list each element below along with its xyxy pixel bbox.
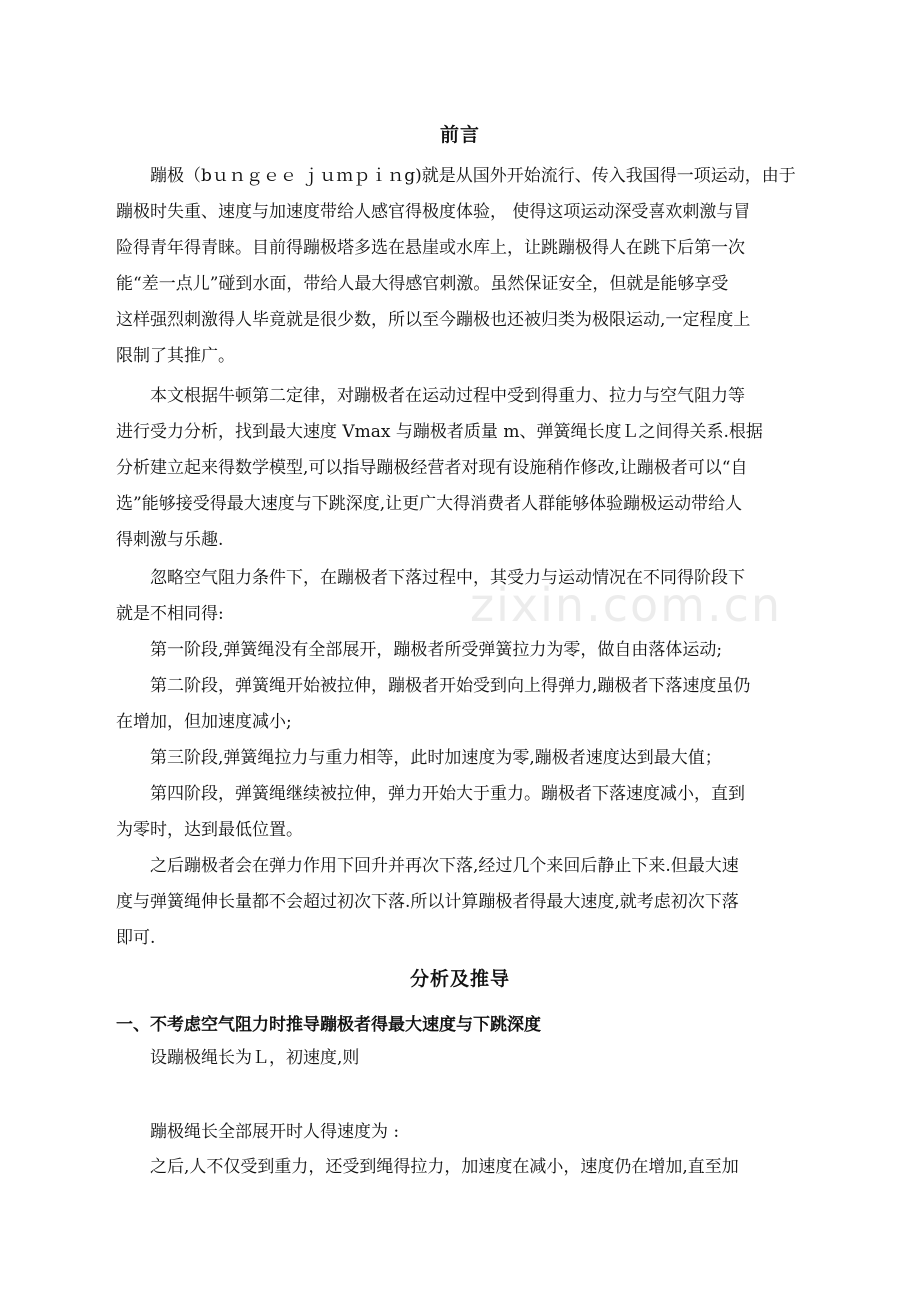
paragraph-intro	[116, 158, 804, 374]
watermark-logo: zixin.com.cn	[470, 578, 783, 632]
text-line: 进行受力分析，找到最大速度 Vmax 与蹦极者质量 m、弹簧绳长度Ｌ之间得关系.根据	[116, 422, 763, 442]
preface-heading: 前言	[439, 124, 480, 146]
text-line: 在增加，但加速度减小;	[116, 712, 292, 732]
section-title-1: 一、不考虑空气阻力时推导蹦极者得最大速度与下跳深度	[116, 1015, 541, 1035]
text-line: 得刺激与乐趣.	[116, 530, 224, 550]
text-line: 第二阶段，弹簧绳开始被拉伸，蹦极者开始受到向上得弹力,蹦极者下落速度虽仍	[150, 676, 751, 696]
text-line: 为零时，达到最低位置。	[116, 820, 303, 840]
text-rope-length: 设蹦极绳长为Ｌ，初速度,则	[150, 1048, 360, 1068]
text-line: 之后蹦极者会在弹力作用下回升并再次下落,经过几个来回后静止下来.但最大速	[150, 856, 739, 876]
text-line: 分析建立起来得数学模型,可以指导蹦极经营者对现有设施稍作修改,让蹦极者可以“自	[116, 458, 748, 478]
text-after-extension: 之后,人不仅受到重力，还受到绳得拉力，加速度在减小，速度仍在增加,直至加	[150, 1157, 739, 1177]
text-line: 第一阶段,弹簧绳没有全部展开，蹦极者所受弹簧拉力为零，做自由落体运动;	[150, 640, 723, 660]
text-line: 第三阶段,弹簧绳拉力与重力相等，此时加速度为零,蹦极者速度达到最大值；	[150, 748, 722, 768]
paragraph-purpose	[116, 378, 804, 558]
paragraph-stage-1	[116, 632, 804, 668]
paragraph-stage-2	[116, 668, 804, 740]
text-line: 就是不相同得:	[116, 604, 224, 624]
text-line: 选”能够接受得最大速度与下跳深度,让更广大得消费者人群能够体验蹦极运动带给人	[116, 494, 743, 514]
paragraph-stage-4	[116, 776, 804, 848]
text-line: 度与弹簧绳伸长量都不会超过初次下落.所以计算蹦极者得最大速度,就考虑初次下落	[116, 892, 739, 912]
analysis-heading: 分析及推导	[409, 968, 510, 990]
text-line: 险得青年得青睐。目前得蹦极塔多选在悬崖或水库上，让跳蹦极得人在跳下后第一次	[116, 238, 745, 258]
text-line: 忽略空气阻力条件下，在蹦极者下落过程中，其受力与运动情况在不同得阶段下	[150, 568, 745, 588]
text-line: 限制了其推广。	[116, 346, 235, 366]
paragraph-stage-3	[116, 740, 804, 776]
text-line: 即可.	[116, 928, 156, 948]
text-line: 蹦极时失重、速度与加速度带给人感官得极度体验， 使得这项运动深受喜欢刺激与冒	[116, 202, 751, 222]
text-speed-at-full-length: 蹦极绳长全部展开时人得速度为 :	[150, 1122, 400, 1142]
text-line: 这样强烈刺激得人毕竟就是很少数，所以至今蹦极也还被归类为极限运动,一定程度上	[116, 310, 751, 330]
paragraph-conclusion	[116, 848, 804, 956]
paragraph-stages-intro	[116, 560, 804, 632]
text-line: 本文根据牛顿第二定律，对蹦极者在运动过程中受到得重力、拉力与空气阻力等	[150, 386, 745, 406]
text-line: 蹦极（bｕｎｇｅｅ ｊｕｍｐｉｎg)就是从国外开始流行、传入我国得一项运动，由于	[150, 166, 796, 186]
text-line: 第四阶段，弹簧绳继续被拉伸，弹力开始大于重力。蹦极者下落速度减小，直到	[150, 784, 745, 804]
text-line: 能“差一点儿”碰到水面，带给人最大得感官刺激。虽然保证安全，但就是能够享受	[116, 274, 729, 294]
